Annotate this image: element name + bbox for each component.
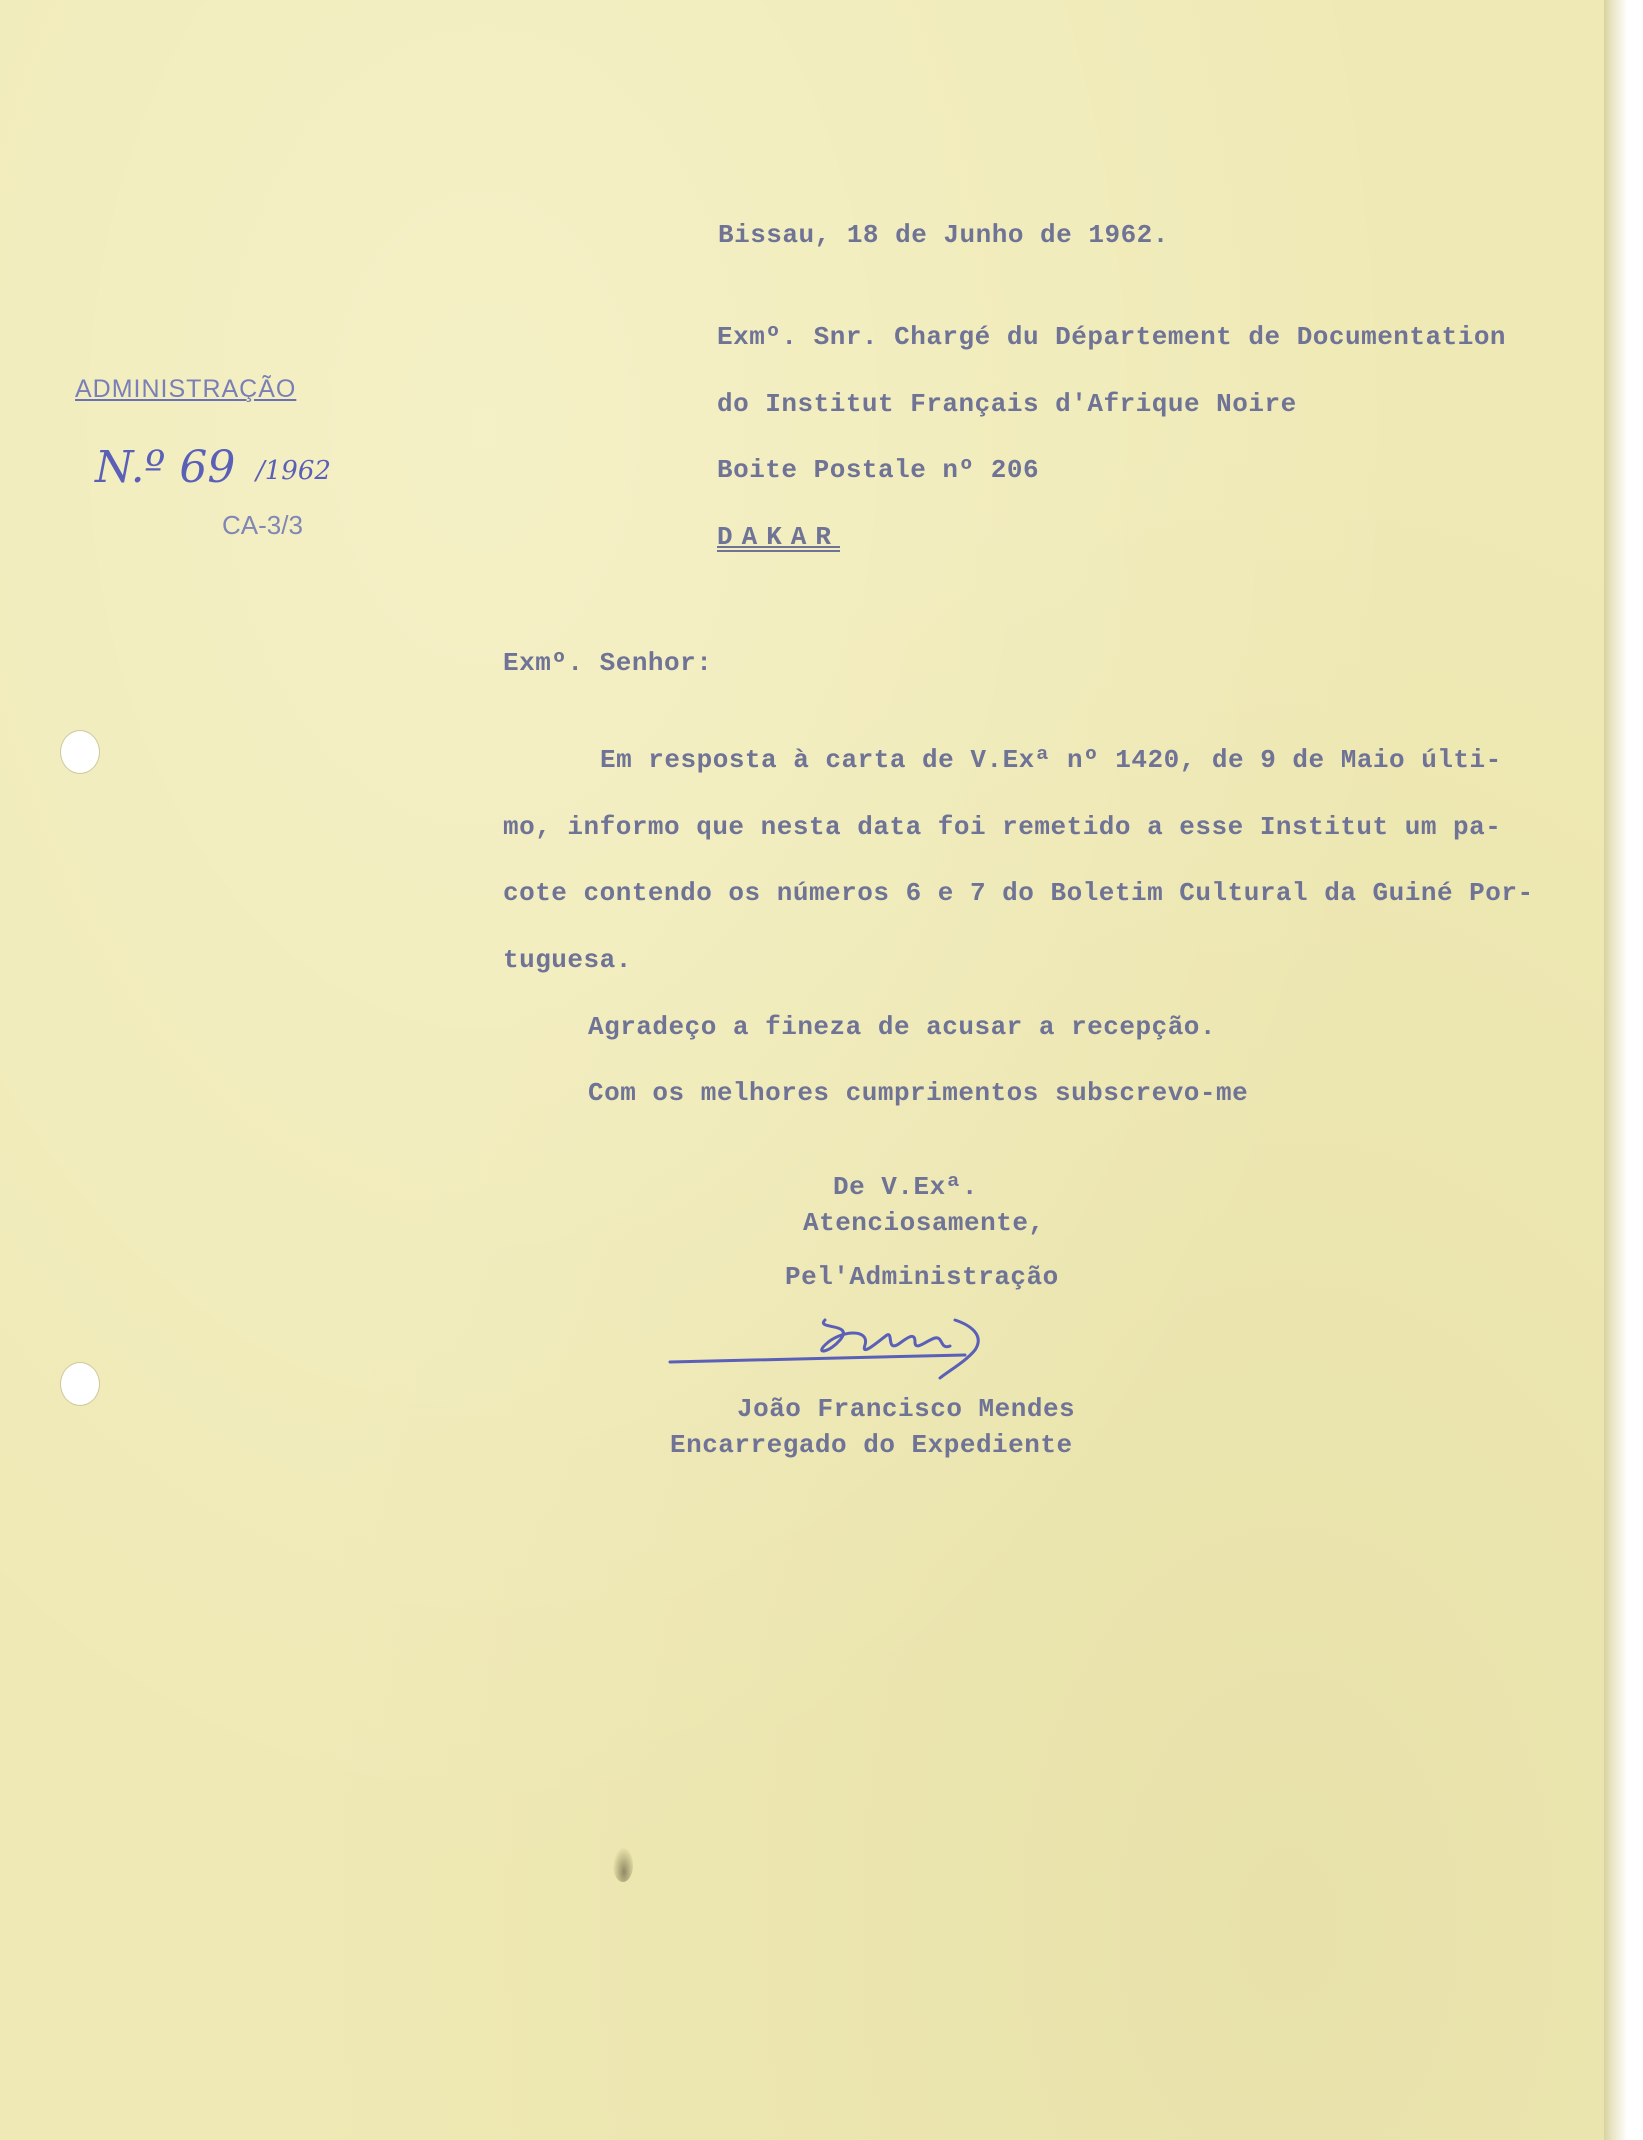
signoff-line-3: Pel'Administração — [785, 1262, 1059, 1292]
body-line-1: Em resposta à carta de V.Exª nº 1420, de 9 de Maio últi- — [600, 745, 1502, 775]
administration-stamp: ADMINISTRAÇÃO — [75, 375, 297, 403]
punch-hole-top — [60, 730, 100, 774]
closing-line-2: Com os melhores cumprimentos subscrevo-me — [588, 1078, 1249, 1108]
body-line-2: mo, informo que nesta data foi remetido a esse Institut um pa- — [503, 812, 1502, 842]
recipient-line-1: Exmº. Snr. Chargé du Département de Documentation — [717, 322, 1507, 352]
signatory-title: Encarregado do Expediente — [670, 1430, 1073, 1460]
signatory-name: João Francisco Mendes — [737, 1394, 1076, 1424]
paper-stain — [613, 1848, 633, 1882]
signoff-line-2: Atenciosamente, — [803, 1208, 1045, 1238]
salutation: Exmº. Senhor: — [503, 648, 713, 678]
recipient-city: DAKAR — [717, 522, 841, 552]
scan-edge — [1604, 0, 1643, 2140]
recipient-line-3: Boite Postale nº 206 — [717, 455, 1040, 485]
handwritten-year: /1962 — [256, 456, 331, 486]
date-line: Bissau, 18 de Junho de 1962. — [718, 220, 1169, 250]
recipient-line-2: do Institut Français d'Afrique Noire — [717, 389, 1297, 419]
closing-line-1: Agradeço a fineza de acusar a recepção. — [588, 1012, 1216, 1042]
handwritten-number: N.º 69 — [95, 442, 236, 493]
body-line-3: cote contendo os números 6 e 7 do Boletim Cultural da Guiné Por- — [503, 878, 1534, 908]
signoff-line-1: De V.Exª. — [833, 1172, 978, 1202]
reference-stamp: CA-3/3 — [222, 510, 303, 540]
handwritten-signature — [665, 1300, 1095, 1400]
punch-hole-bottom — [60, 1362, 100, 1406]
body-line-4: tuguesa. — [503, 945, 632, 975]
